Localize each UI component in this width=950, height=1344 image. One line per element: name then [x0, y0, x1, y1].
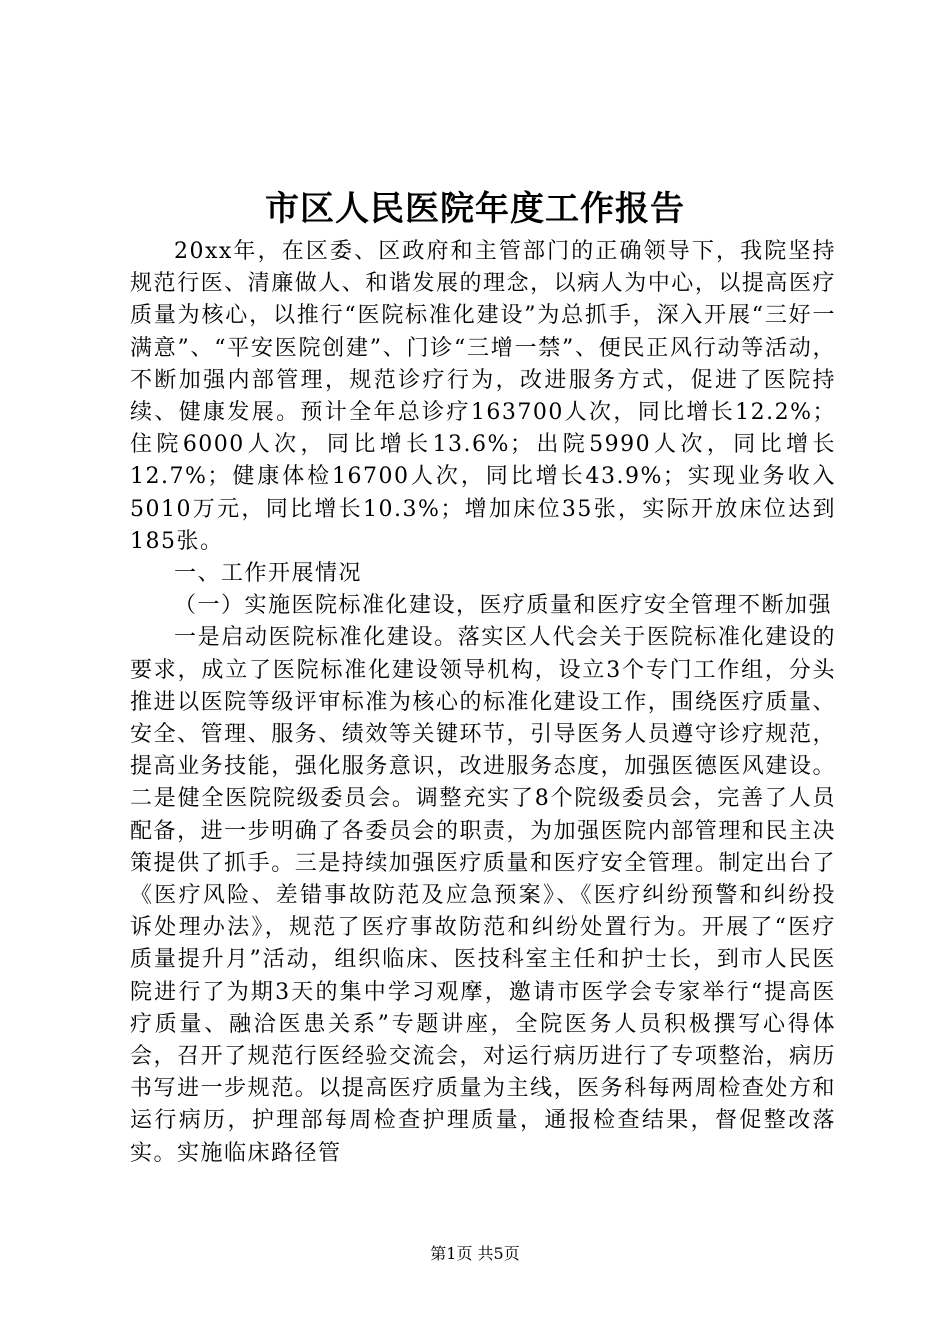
page-footer: 第1页 共5页 [430, 1244, 520, 1263]
section-heading: 一、工作开展情况 [174, 561, 363, 587]
paragraph-intro: 20xx年，在区委、区政府和主管部门的正确领导下，我院坚持规范行医、清廉做人、和谐发展的理念，以病人为中心，以提高医疗质量为核心，以推行“医院标准化建设”为总抓手，深入开展“三好一满意”、“平安医院创建”、门诊“三增一禁”、便民正风行动等活动，不断加强内部管理，规范诊疗行为，改进服务方式，促进了医院持续、健康发展。预计全年总诊疗163700人次，同比增长12.2%；住院6000人次，同比增长13.6%；出院5990人次，同比增长12.7%；健康体检16700人次，同比增长43.9%；实现业务收入5010万元，同比增长10.3%；增加床位35张，实际开放床位达到185张。 [130, 239, 836, 554]
document-body [130, 236, 836, 1170]
paragraph-standardization: 一是启动医院标准化建设。落实区人代会关于医院标准化建设的要求，成立了医院标准化建设领导机构，设立3个专门工作组，分头推进以医院等级评审标准为核心的标准化建设工作，围绕医疗质量、安全、管理、服务、绩效等关键环节，引导医务人员遵守诊疗规范，提高业务技能，强化服务意识，改进服务态度，加强医德医风建设。二是健全医院院级委员会。调整充实了8个院级委员会，完善了人员配备，进一步明确了各委员会的职责，为加强医院内部管理和民主决策提供了抓手。三是持续加强医疗质量和医疗安全管理。制定出台了《医疗风险、差错事故防范及应急预案》、《医疗纠纷预警和纠纷投诉处理办法》，规范了医疗事故防范和纠纷处置行为。开展了“医疗质量提升月”活动，组织临床、医技科室主任和护士长，到市人民医院进行了为期3天的集中学习观摩，邀请市医学会专家举行“提高医疗质量、融洽医患关系”专题讲座，全院医务人员积极撰写心得体会，召开了规范行医经验交流会，对运行病历进行了专项整治，病历书写进一步规范。以提高医疗质量为主线，医务科每两周检查处方和运行病历，护理部每周检查护理质量，通报检查结果，督促整改落实。实施临床路径管 [130, 625, 836, 1166]
subsection-heading: （一）实施医院标准化建设，医疗质量和医疗安全管理不断加强 [174, 593, 833, 619]
document-title: 市区人民医院年度工作报告 [265, 189, 685, 229]
